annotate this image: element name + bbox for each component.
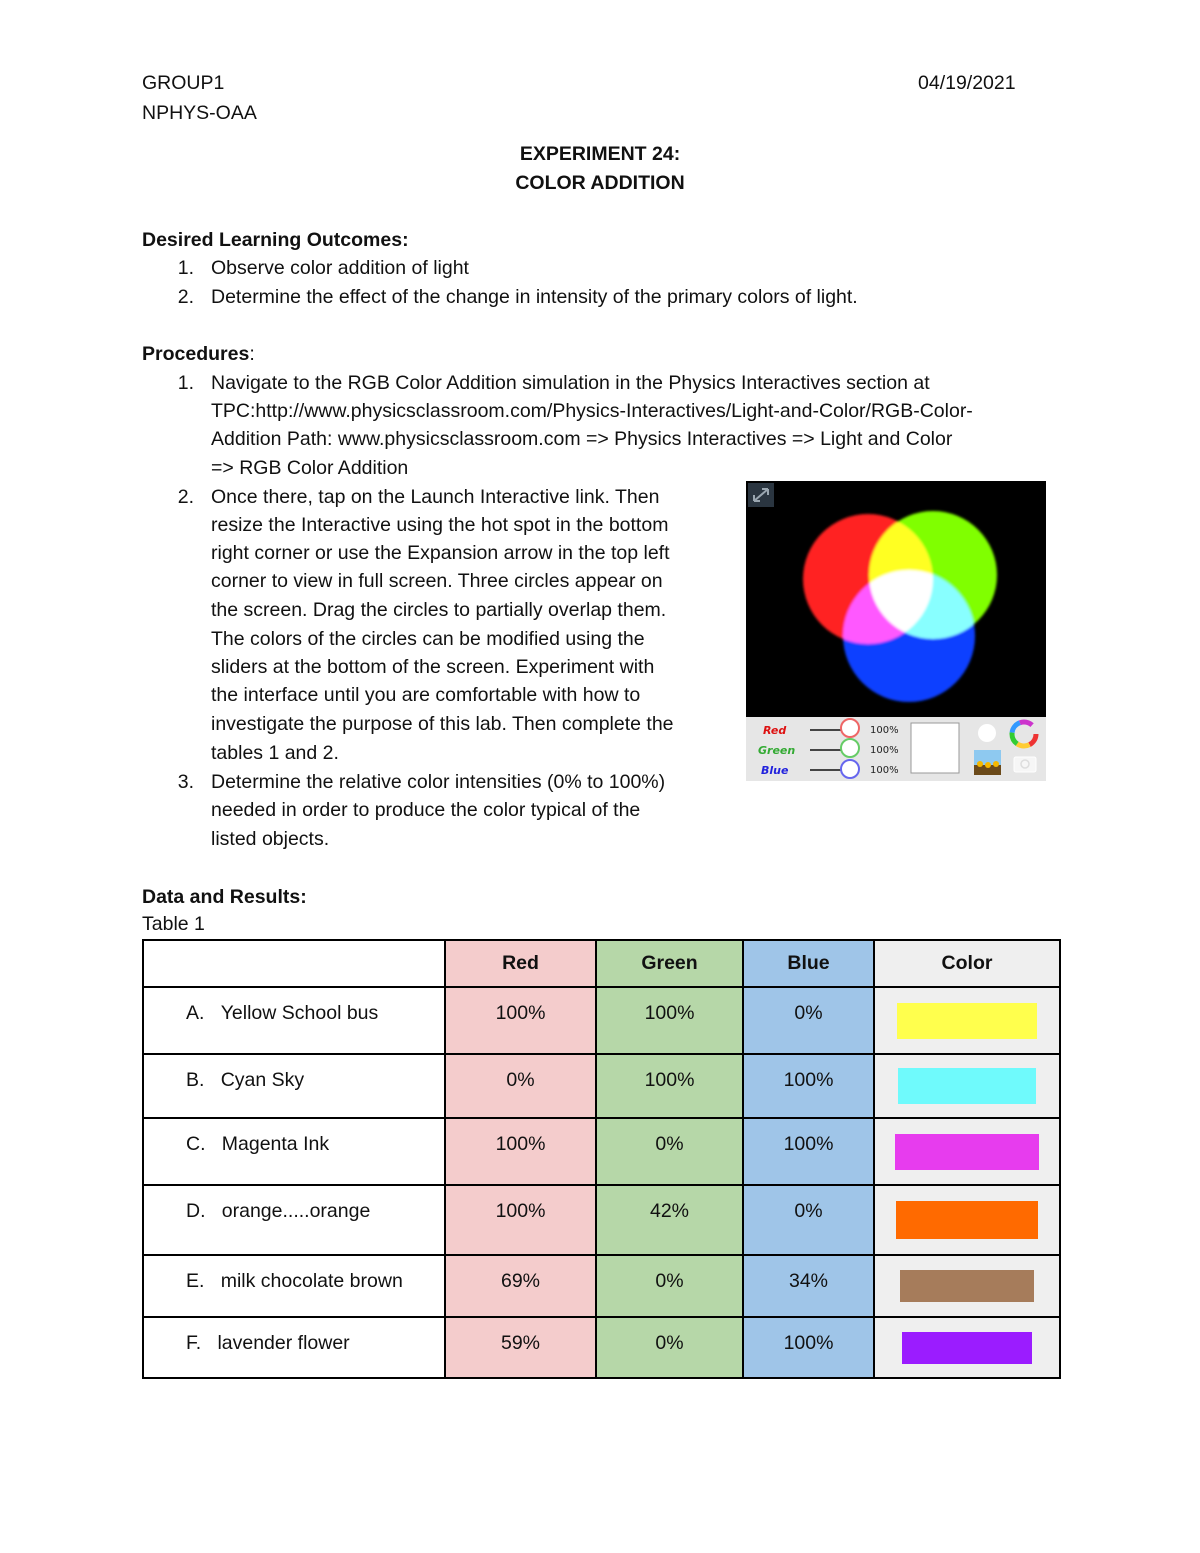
green-cell: 42% [596, 1185, 743, 1255]
table-row [143, 1255, 1060, 1317]
table-label: Table 1 [142, 913, 205, 935]
green-value: 100% [870, 745, 899, 756]
table-header-row [143, 940, 1060, 987]
color-circles [746, 481, 1046, 717]
table-row [143, 987, 1060, 1054]
procedure-line: Navigate to the RGB Color Addition simulation in the Physics Interactives section at [211, 372, 930, 394]
green-cell: 0% [596, 1317, 743, 1378]
blue-cell: 34% [743, 1255, 874, 1317]
color-cell [874, 1054, 1060, 1118]
simulation-controls [746, 717, 1046, 781]
rgb-simulation-image [746, 481, 1046, 781]
results-table [142, 939, 1061, 1379]
red-slider-handle[interactable] [841, 719, 859, 737]
procedure-line: TPC:http://www.physicsclassroom.com/Physics-Interactives/Light-and-Color/RGB-Color- [211, 400, 973, 422]
white-dot-icon[interactable] [978, 724, 996, 742]
green-cell: 0% [596, 1255, 743, 1317]
procedure-line: resize the Interactive using the hot spot in the bottom [211, 514, 669, 536]
green-label: Green [758, 744, 796, 757]
header-color: Color [874, 940, 1060, 987]
outcome-item: Determine the effect of the change in intensity of the primary colors of light. [211, 286, 858, 308]
course-code: NPHYS-OAA [142, 102, 257, 124]
procedure-line: tables 1 and 2. [211, 742, 339, 764]
procedure-line: Determine the relative color intensities (0% to 100%) [211, 771, 666, 793]
color-swatch [902, 1332, 1032, 1364]
color-swatch [895, 1134, 1039, 1170]
color-cell [874, 987, 1060, 1054]
color-cell [874, 1118, 1060, 1185]
group-name: GROUP1 [142, 72, 225, 94]
list-number: 1. [177, 257, 194, 279]
procedure-line: The colors of the circles can be modified using the [211, 628, 645, 650]
red-cell: 100% [445, 1185, 596, 1255]
object-name: B. Cyan Sky [143, 1054, 445, 1118]
list-number: 3. [177, 771, 194, 793]
procedure-line: => RGB Color Addition [211, 457, 409, 479]
red-cell: 59% [445, 1317, 596, 1378]
red-cell: 100% [445, 1118, 596, 1185]
color-cell [874, 1255, 1060, 1317]
header-red: Red [445, 940, 596, 987]
camera-icon[interactable] [1014, 757, 1036, 772]
procedure-line: sliders at the bottom of the screen. Experiment with [211, 656, 655, 678]
header-green: Green [596, 940, 743, 987]
green-cell: 0% [596, 1118, 743, 1185]
procedure-line: corner to view in full screen. Three circles appear on [211, 570, 663, 592]
procedures-heading: Procedures: [142, 343, 255, 365]
outcome-item: Observe color addition of light [211, 257, 469, 279]
expand-icon[interactable] [748, 483, 774, 507]
blue-value: 100% [870, 765, 899, 776]
procedure-line: the screen. Drag the circles to partially overlap them. [211, 599, 667, 621]
blue-label: Blue [761, 764, 789, 777]
color-swatch [897, 1003, 1037, 1039]
blue-cell: 100% [743, 1317, 874, 1378]
experiment-number: EXPERIMENT 24: [519, 143, 681, 165]
color-cell [874, 1185, 1060, 1255]
green-cell: 100% [596, 987, 743, 1054]
mixed-color-preview [911, 723, 959, 773]
red-cell: 69% [445, 1255, 596, 1317]
red-cell: 100% [445, 987, 596, 1054]
list-number: 2. [177, 286, 194, 308]
color-swatch [900, 1270, 1034, 1302]
procedure-line: Once there, tap on the Launch Interactive link. Then [211, 486, 660, 508]
green-cell: 100% [596, 1054, 743, 1118]
blue-cell: 100% [743, 1054, 874, 1118]
table-row [143, 1317, 1060, 1378]
header-blank [143, 940, 445, 987]
procedure-line: needed in order to produce the color typical of the [211, 799, 641, 821]
procedure-line: right corner or use the Expansion arrow in the top left [211, 542, 670, 564]
blue-cell: 0% [743, 1185, 874, 1255]
header-blue: Blue [743, 940, 874, 987]
object-name: F. lavender flower [143, 1317, 445, 1378]
object-name: E. milk chocolate brown [143, 1255, 445, 1317]
procedure-line: the interface until you are comfortable with how to [211, 684, 641, 706]
table-row [143, 1054, 1060, 1118]
results-heading: Data and Results: [142, 886, 307, 908]
blue-circle [843, 570, 975, 702]
outcomes-heading: Desired Learning Outcomes: [142, 229, 409, 251]
green-slider-handle[interactable] [841, 739, 859, 757]
red-value: 100% [870, 725, 899, 736]
object-name: C. Magenta Ink [143, 1118, 445, 1185]
red-cell: 0% [445, 1054, 596, 1118]
experiment-title: COLOR ADDITION [515, 172, 685, 194]
image-icon[interactable] [974, 750, 1001, 775]
object-name: A. Yellow School bus [143, 987, 445, 1054]
color-wheel-icon[interactable] [1012, 722, 1036, 746]
color-swatch [896, 1201, 1038, 1239]
table-row [143, 1185, 1060, 1255]
blue-slider-handle[interactable] [841, 760, 859, 778]
list-number: 2. [177, 486, 194, 508]
table-row [143, 1118, 1060, 1185]
color-swatch [898, 1068, 1036, 1104]
document-date: 04/19/2021 [918, 72, 1016, 94]
procedure-line: listed objects. [211, 828, 330, 850]
object-name: D. orange.....orange [143, 1185, 445, 1255]
list-number: 1. [177, 372, 194, 394]
procedure-line: investigate the purpose of this lab. Then complete the [211, 713, 674, 735]
red-label: Red [763, 724, 787, 737]
blue-cell: 0% [743, 987, 874, 1054]
blue-cell: 100% [743, 1118, 874, 1185]
color-cell [874, 1317, 1060, 1378]
procedure-line: Addition Path: www.physicsclassroom.com => Physics Interactives => Light and Color [211, 428, 953, 450]
